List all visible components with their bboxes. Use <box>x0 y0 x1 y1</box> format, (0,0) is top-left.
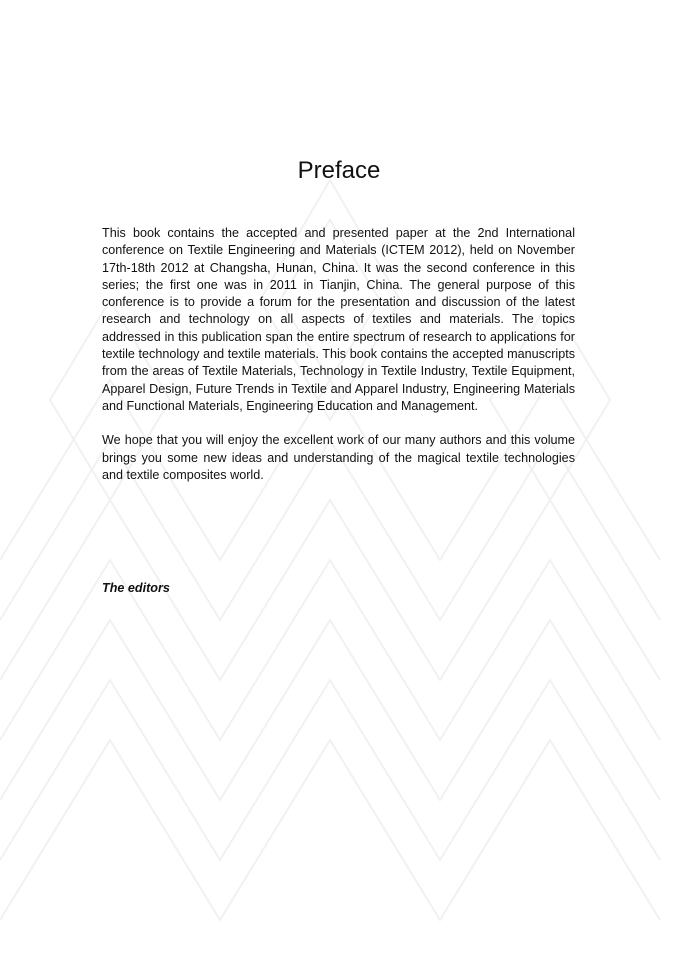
page-title: Preface <box>297 157 381 184</box>
preface-paragraph-2: We hope that you will enjoy the excellent work of our many authors and this volume brings you some new ideas and understanding of the magical textile technologies and textile composites world. <box>102 433 575 482</box>
preface-body <box>102 225 575 484</box>
preface-paragraph-1: This book contains the accepted and presented paper at the 2nd International conference on Textile Engineering and Materials (ICTEM 2012), held on November 17th-18th 2012 at Changsha, Hunan, China. It was the second conference in this series; the first one was in 2011 in Tianjin, China. The general purpose of this conference is to provide a forum for the presentation and discussion of the latest research and technology on all aspects of textiles and materials. The topics addressed in this publication span the entire spectrum of research to applications for textile technology and textile materials. This book contains the accepted manuscripts from the areas of Textile Materials, Technology in Textile Industry, Textile Equipment, Apparel Design, Future Trends in Textile and Apparel Industry, Engineering Materials and Functional Materials, Engineering Education and Management. <box>102 226 575 413</box>
editors-signature: The editors <box>102 581 170 595</box>
